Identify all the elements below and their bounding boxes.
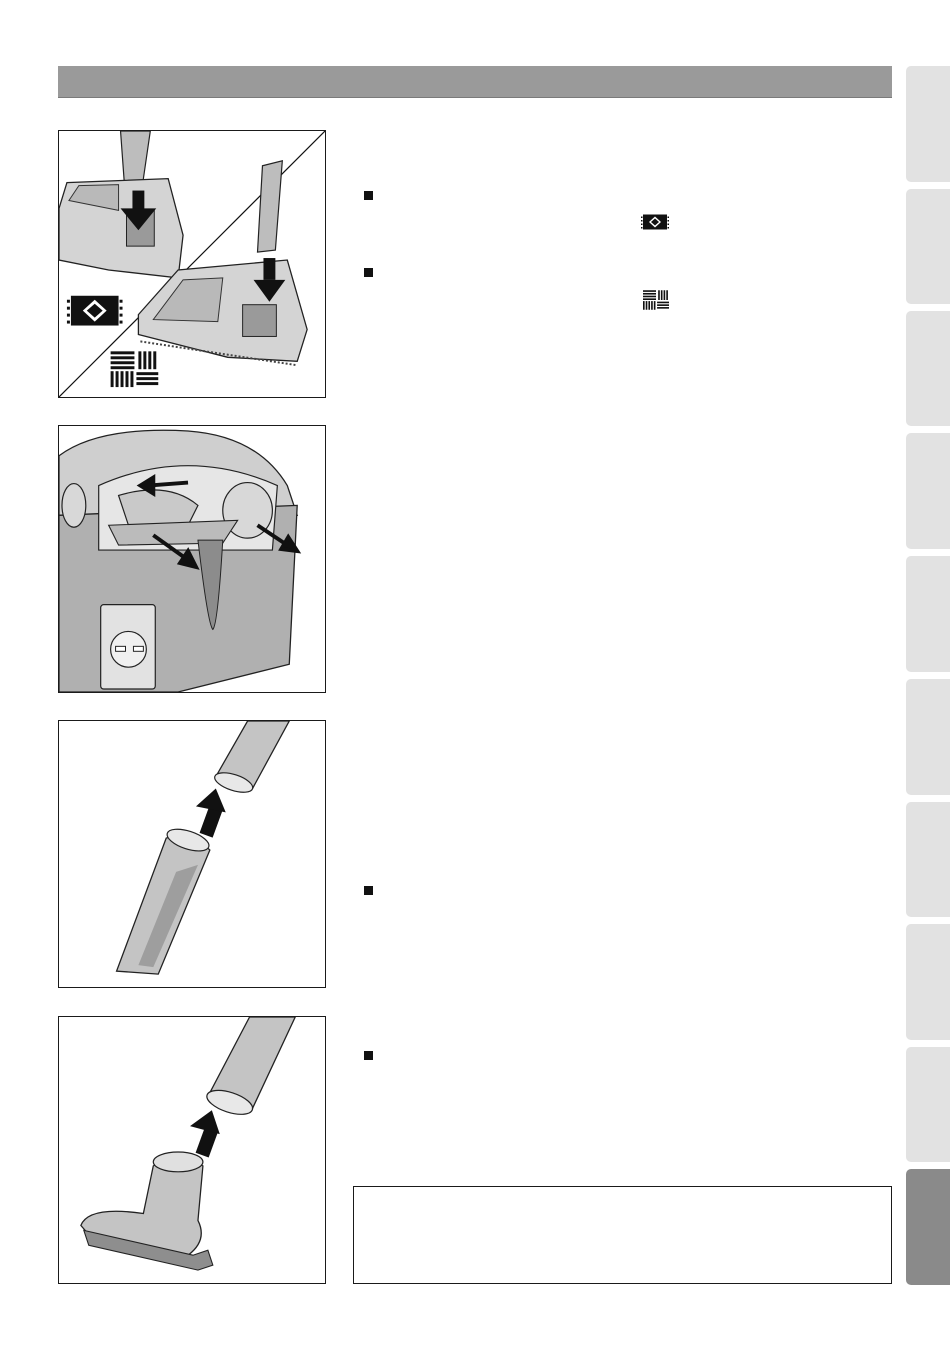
side-tab-2[interactable] — [906, 189, 950, 304]
accessory-compartment-icon — [59, 426, 325, 692]
bullet-marker — [364, 191, 373, 200]
floor-nozzle-icon — [59, 131, 325, 397]
carpet-symbol-icon — [641, 212, 669, 232]
side-tab-5[interactable] — [906, 556, 950, 672]
side-tab-7[interactable] — [906, 802, 950, 917]
upholstery-nozzle-icon — [59, 1017, 325, 1283]
crevice-nozzle-icon — [59, 721, 325, 987]
hard-floor-symbol-icon — [643, 290, 669, 310]
side-tab-1[interactable] — [906, 66, 950, 182]
hard-floor-symbol-icon — [111, 351, 159, 387]
figure-floor-nozzle — [58, 130, 326, 398]
figure-upholstery-nozzle — [58, 1016, 326, 1284]
side-tab-8[interactable] — [906, 924, 950, 1040]
side-tab-9[interactable] — [906, 1047, 950, 1162]
section-header-bar — [58, 66, 892, 98]
bullet-marker — [364, 268, 373, 277]
figure-accessory-compartment — [58, 425, 326, 693]
note-box — [353, 1186, 892, 1284]
side-tab-4[interactable] — [906, 433, 950, 549]
side-tab-3[interactable] — [906, 311, 950, 426]
carpet-symbol-icon — [67, 296, 123, 326]
bullet-marker — [364, 886, 373, 895]
side-tab-6[interactable] — [906, 679, 950, 795]
bullet-marker — [364, 1051, 373, 1060]
figure-crevice-nozzle — [58, 720, 326, 988]
side-tab-10-active[interactable] — [906, 1169, 950, 1285]
